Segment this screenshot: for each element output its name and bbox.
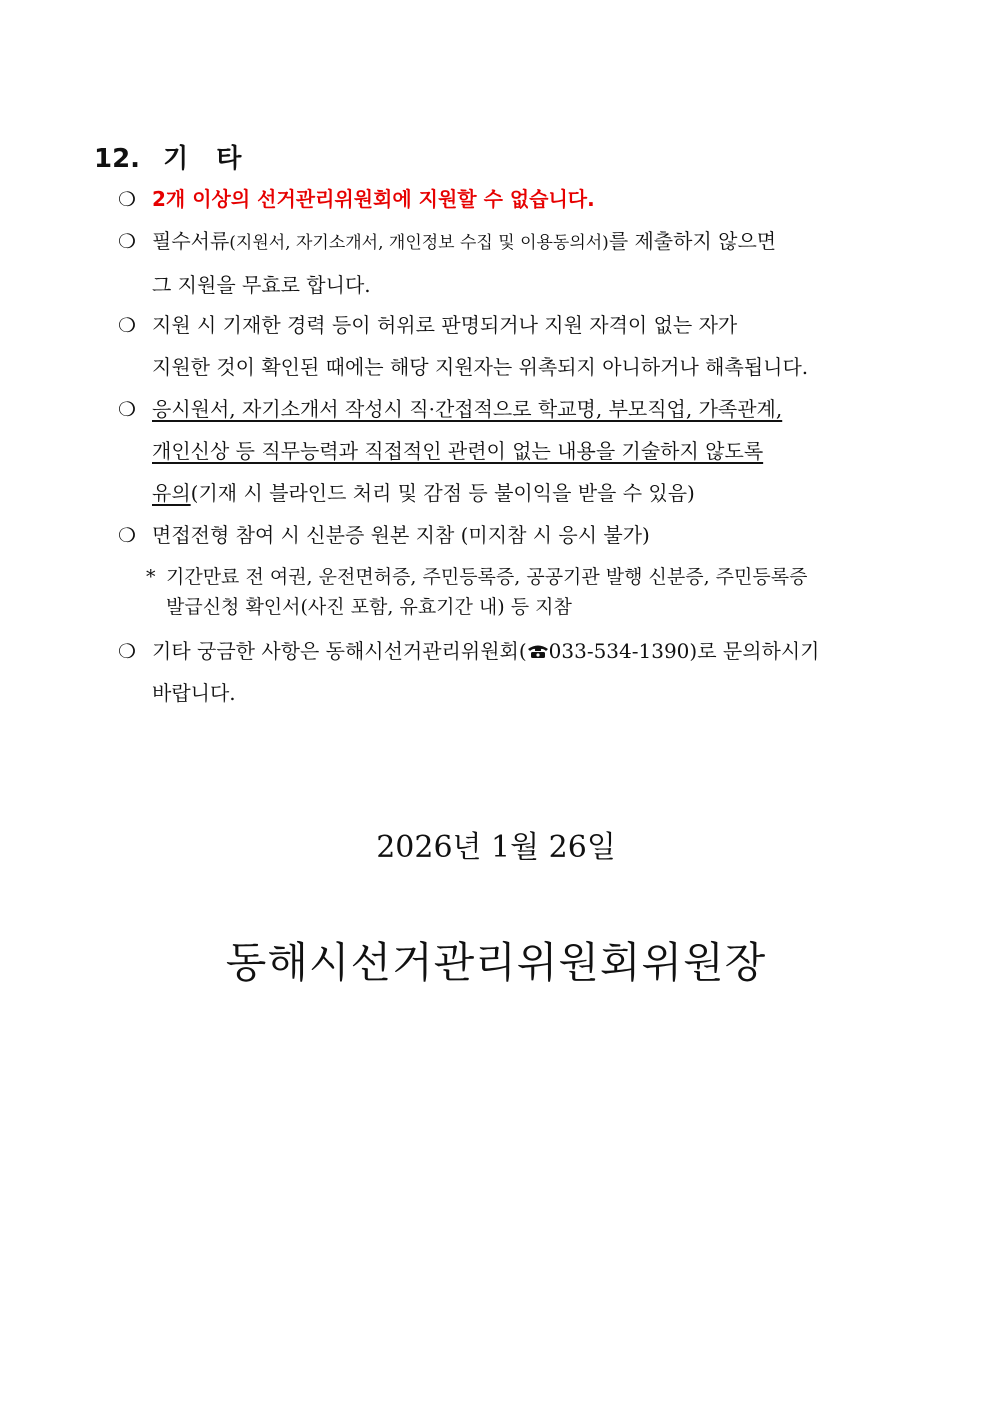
item-line-underlined: 응시원서, 자기소개서 작성시 직·간접적으로 학교명, 부모직업, 가족관계, xyxy=(152,397,783,421)
item-text: 기타 궁금한 사항은 동해시선거관리위원회( xyxy=(152,639,527,663)
list-item xyxy=(118,630,898,714)
item-line-underlined: 개인신상 등 직무능력과 직접적인 관련이 없는 내용을 기술하지 않도록 xyxy=(152,439,764,463)
item-line xyxy=(152,220,898,264)
item-line: 면접전형 참여 시 신분증 원본 지참 (미지참 시 응시 불가) xyxy=(152,523,650,547)
item-line: 지원 시 기재한 경력 등이 허위로 판명되거나 지원 자격이 없는 자가 xyxy=(152,313,738,337)
list-item xyxy=(118,220,898,306)
item-line: 바랍니다. xyxy=(152,681,236,705)
telephone-icon xyxy=(527,643,549,659)
emphasized-notice: 2개 이상의 선거관리위원회에 지원할 수 없습니다. xyxy=(152,187,595,211)
list-item xyxy=(118,514,898,556)
bullet-icon: ❍ xyxy=(118,639,136,663)
bullet-icon: ❍ xyxy=(118,187,136,211)
section-title-part-2: 타 xyxy=(216,144,242,174)
list-item xyxy=(118,178,898,220)
item-text: )로 문의하시기 xyxy=(689,639,820,663)
item-line xyxy=(152,472,898,514)
issuer-signature: 동해시선거관리위원회위원장 xyxy=(225,938,767,987)
section-title-part-1: 기 xyxy=(163,144,189,174)
footnote-line: 기간만료 전 여권, 운전면허증, 주민등록증, 공공기관 발행 신분증, 주민등록증 xyxy=(166,566,808,588)
item-line xyxy=(152,630,898,672)
item-text-underlined: 유의 xyxy=(152,481,191,505)
item-text: 필수서류 xyxy=(152,229,230,253)
section-heading xyxy=(94,138,241,175)
item-text: 를 제출하지 않으면 xyxy=(608,229,777,253)
item-line: 그 지원을 무효로 합니다. xyxy=(152,273,371,297)
item-text: (기재 시 블라인드 처리 및 감점 등 불이익을 받을 수 있음) xyxy=(190,481,695,505)
item-text-parenthetical: (지원서, 자기소개서, 개인정보 수집 및 이용동의서) xyxy=(229,233,609,253)
document-date: 2026년 1월 26일 xyxy=(376,830,616,865)
list-item xyxy=(118,388,898,514)
asterisk-marker: * xyxy=(146,566,156,588)
footnote-line: 발급신청 확인서(사진 포함, 유효기간 내) 등 지참 xyxy=(166,596,572,618)
bullet-icon: ❍ xyxy=(118,229,136,253)
footnote xyxy=(146,562,898,622)
section-number: 12. xyxy=(94,144,141,174)
bullet-icon: ❍ xyxy=(118,523,136,547)
bullet-icon: ❍ xyxy=(118,313,136,337)
item-line: 지원한 것이 확인된 때에는 해당 지원자는 위촉되지 아니하거나 해촉됩니다. xyxy=(152,355,809,379)
phone-number: 033-534-1390 xyxy=(548,639,690,663)
bullet-icon: ❍ xyxy=(118,397,136,421)
list-item xyxy=(118,304,898,388)
